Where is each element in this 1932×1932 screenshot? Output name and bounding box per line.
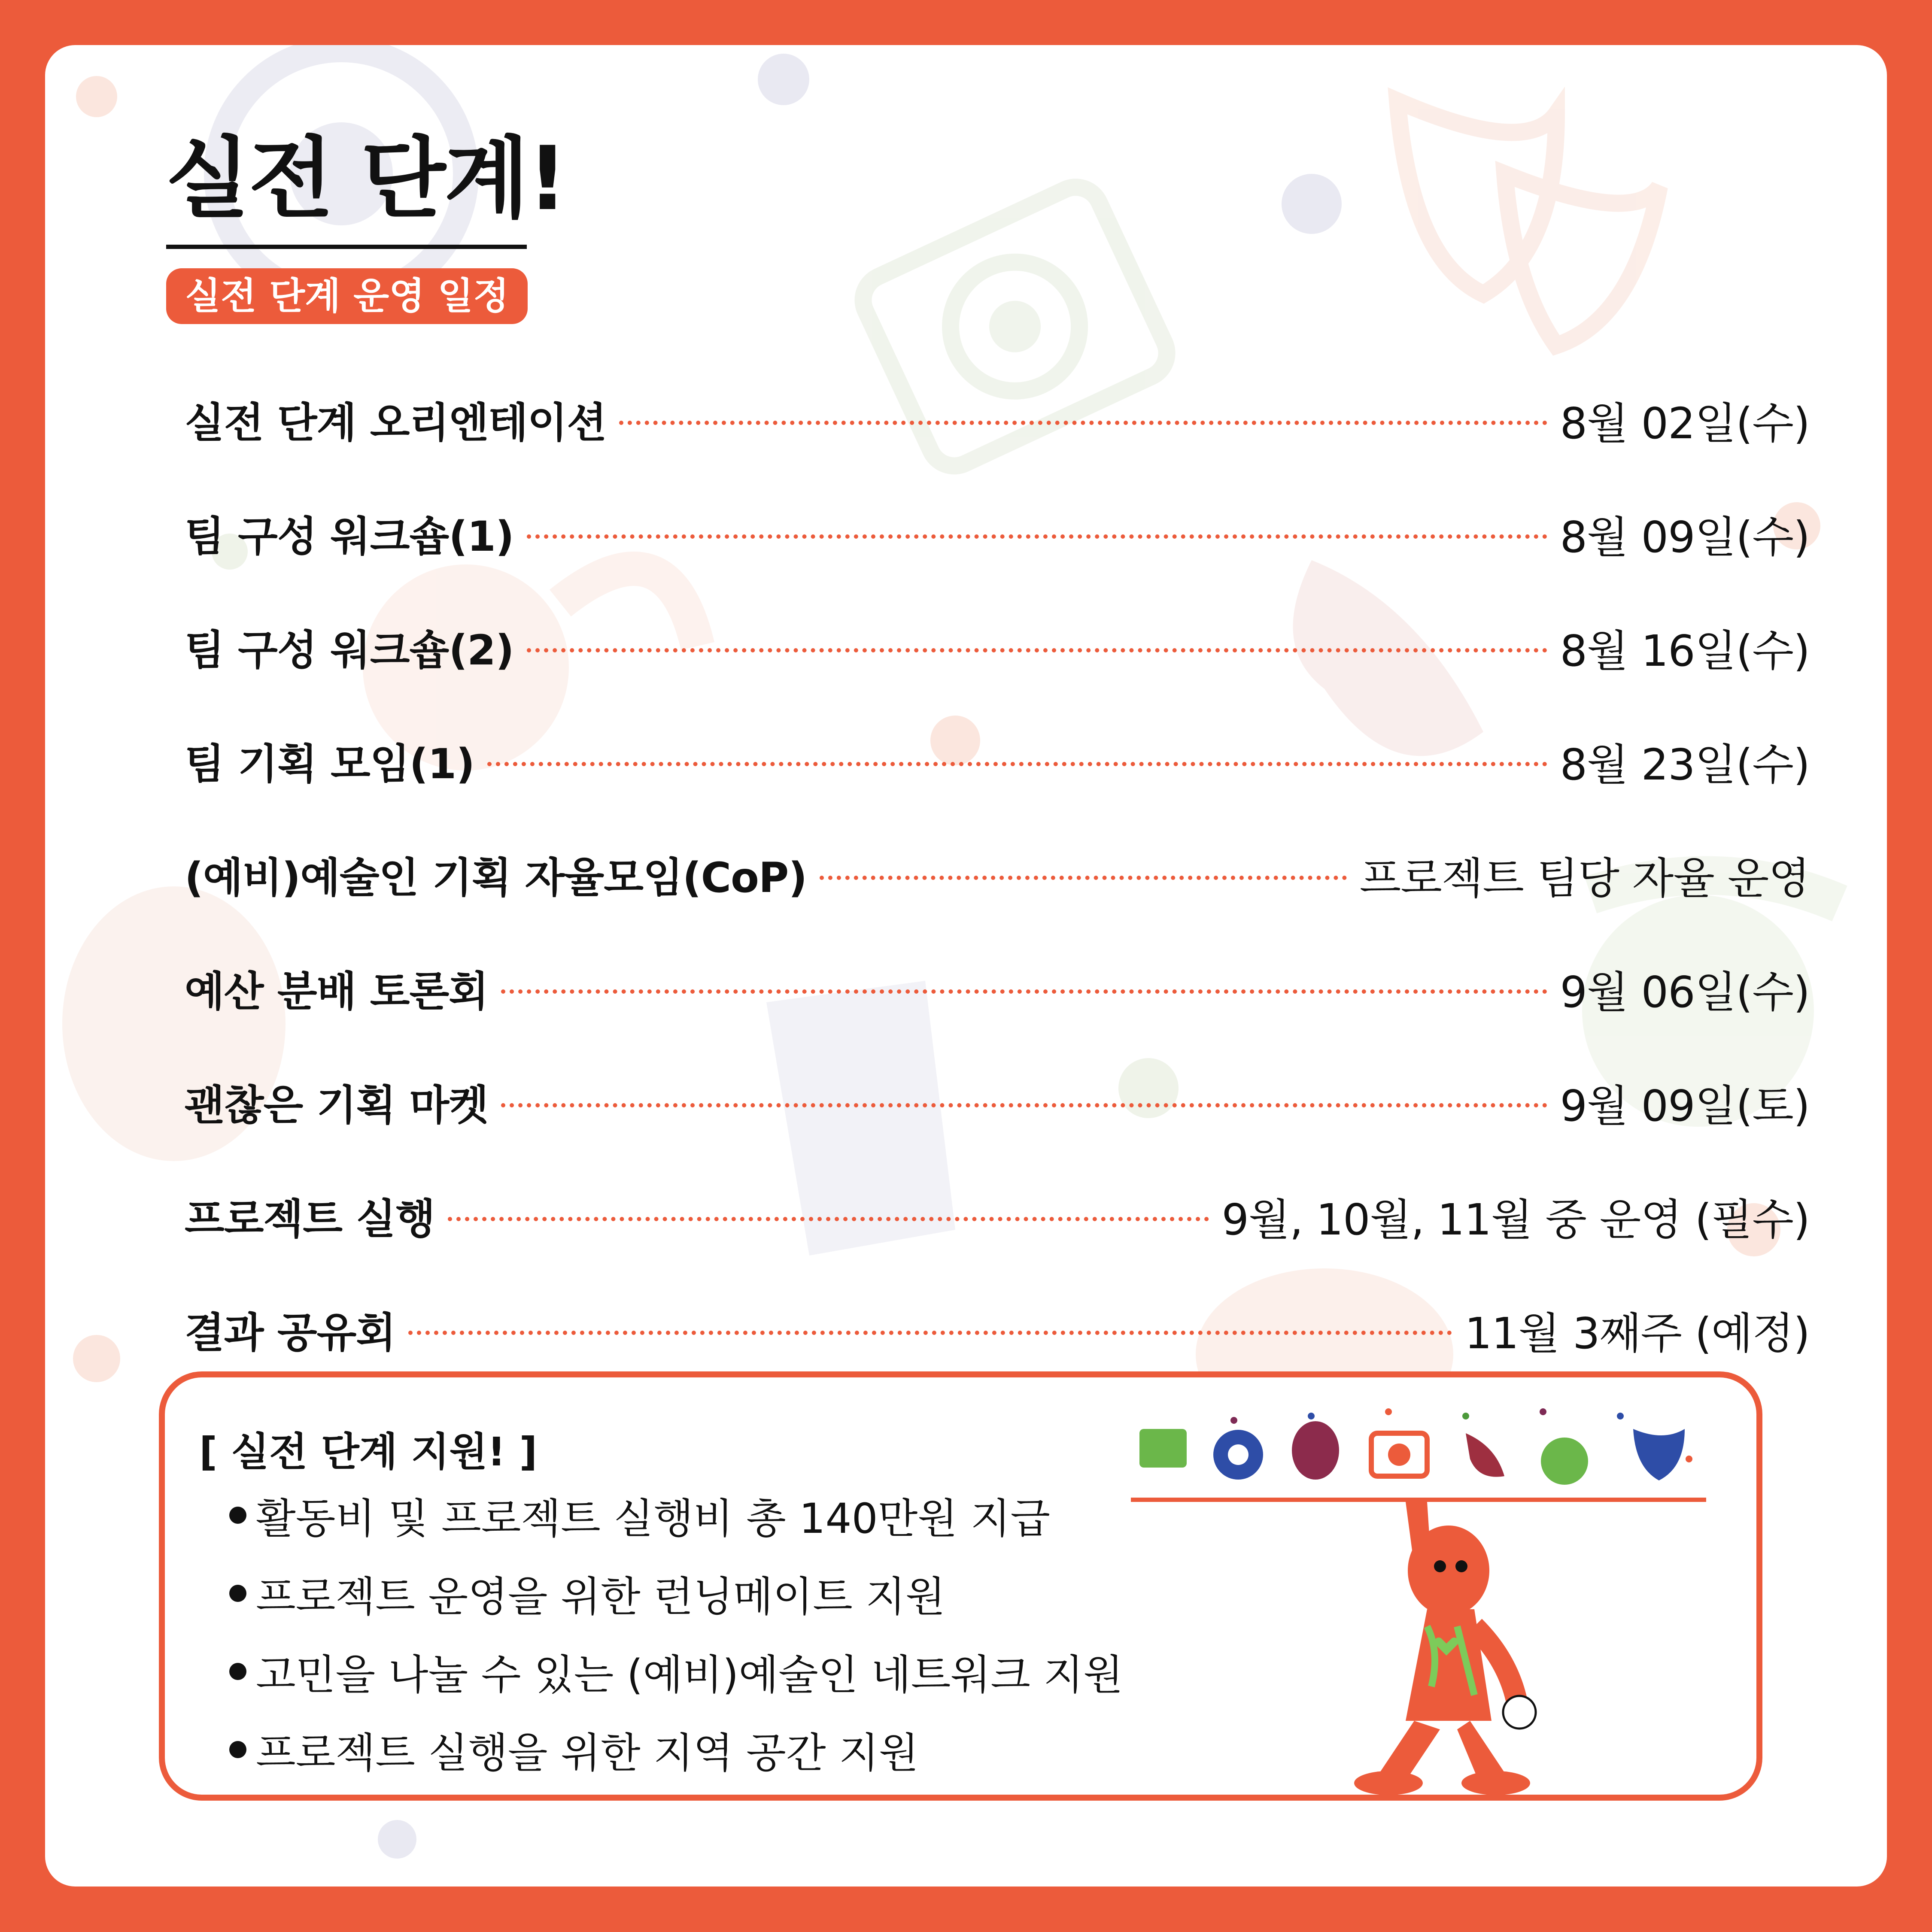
theater-mask-icon [1633,1429,1685,1480]
bullet-icon [229,1585,246,1602]
shelf-line [1131,1498,1706,1502]
schedule-item-date: 8월 09일(수) [1560,512,1810,562]
support-item [229,1632,1123,1711]
mascot-character [1354,1502,1536,1795]
schedule-item-date: 9월, 10월, 11월 중 운영 (필수) [1221,1194,1810,1245]
schedule-row [185,704,1810,818]
book-icon [1139,1429,1187,1468]
icon-row [1139,1408,1692,1485]
support-item-text: 프로젝트 실행을 위한 지역 공간 지원 [256,1729,919,1777]
dotted-leader [448,1217,1209,1221]
bullet-icon [229,1663,246,1680]
music-note-icon [1541,1438,1588,1485]
palette-icon [1292,1421,1339,1480]
support-list [229,1476,1123,1789]
dotted-leader [527,534,1547,539]
schedule-item-label: 프로젝트 실행 [185,1195,435,1243]
schedule-list [185,363,1810,1386]
theater-mask-icon [1397,101,1659,346]
schedule-item-date: 프로젝트 팀당 자율 운영 [1359,853,1810,904]
schedule-item-date: 9월 09일(토) [1560,1080,1810,1131]
poster-card [45,45,1887,1887]
schedule-item-date: 11월 3째주 (예정) [1464,1308,1810,1359]
schedule-item-label: (예비)예술인 기획 자율모임(CoP) [185,854,807,902]
schedule-item-label: 팀 구성 워크숍(2) [185,626,514,674]
support-item-text: 고민을 나눌 수 있는 (예비)예술인 네트워크 지원 [256,1650,1123,1699]
dotted-leader [527,648,1547,652]
page-title: 실전 단계! [165,128,566,230]
dotted-leader [820,876,1346,880]
dotted-leader [501,989,1547,994]
schedule-row [185,1045,1810,1159]
support-item [229,1554,1123,1632]
schedule-item-label: 결과 공유회 [185,1309,396,1357]
support-item [229,1711,1123,1789]
bullet-icon [229,1741,246,1758]
schedule-item-date: 8월 16일(수) [1560,625,1810,676]
schedule-item-date: 9월 06일(수) [1560,967,1810,1017]
support-item-text: 프로젝트 운영을 위한 런닝메이트 지원 [256,1572,945,1621]
title-underline [166,245,527,249]
schedule-item-date: 8월 02일(수) [1560,398,1810,449]
schedule-row [185,590,1810,704]
schedule-row [185,476,1810,590]
schedule-item-label: 팀 구성 워크숍(1) [185,513,514,561]
dotted-leader [619,421,1547,425]
schedule-item-label: 괜찮은 기획 마켓 [185,1081,488,1129]
schedule-item-label: 예산 분배 토론회 [185,968,488,1016]
subtitle-badge: 실전 단계 운영 일정 [166,268,528,324]
schedule-row [185,363,1810,476]
schedule-item-label: 팀 기획 모임(1) [185,740,475,788]
support-item [229,1476,1123,1554]
support-title: [ 실전 단계 지원! ] [199,1429,538,1475]
dotted-leader [487,762,1547,766]
dotted-leader [408,1331,1452,1335]
schedule-item-label: 실전 단계 오리엔테이션 [185,399,607,447]
mascot-illustration [1131,1386,1741,1798]
schedule-row [185,1273,1810,1386]
schedule-item-date: 8월 23일(수) [1560,739,1810,790]
bullet-icon [229,1507,246,1524]
schedule-row [185,931,1810,1045]
support-box [159,1371,1762,1801]
schedule-row [185,818,1810,931]
support-item-text: 활동비 및 프로젝트 실행비 총 140만원 지급 [256,1494,1051,1543]
dancer-icon [1466,1433,1504,1477]
dotted-leader [501,1103,1547,1107]
schedule-row [185,1159,1810,1273]
